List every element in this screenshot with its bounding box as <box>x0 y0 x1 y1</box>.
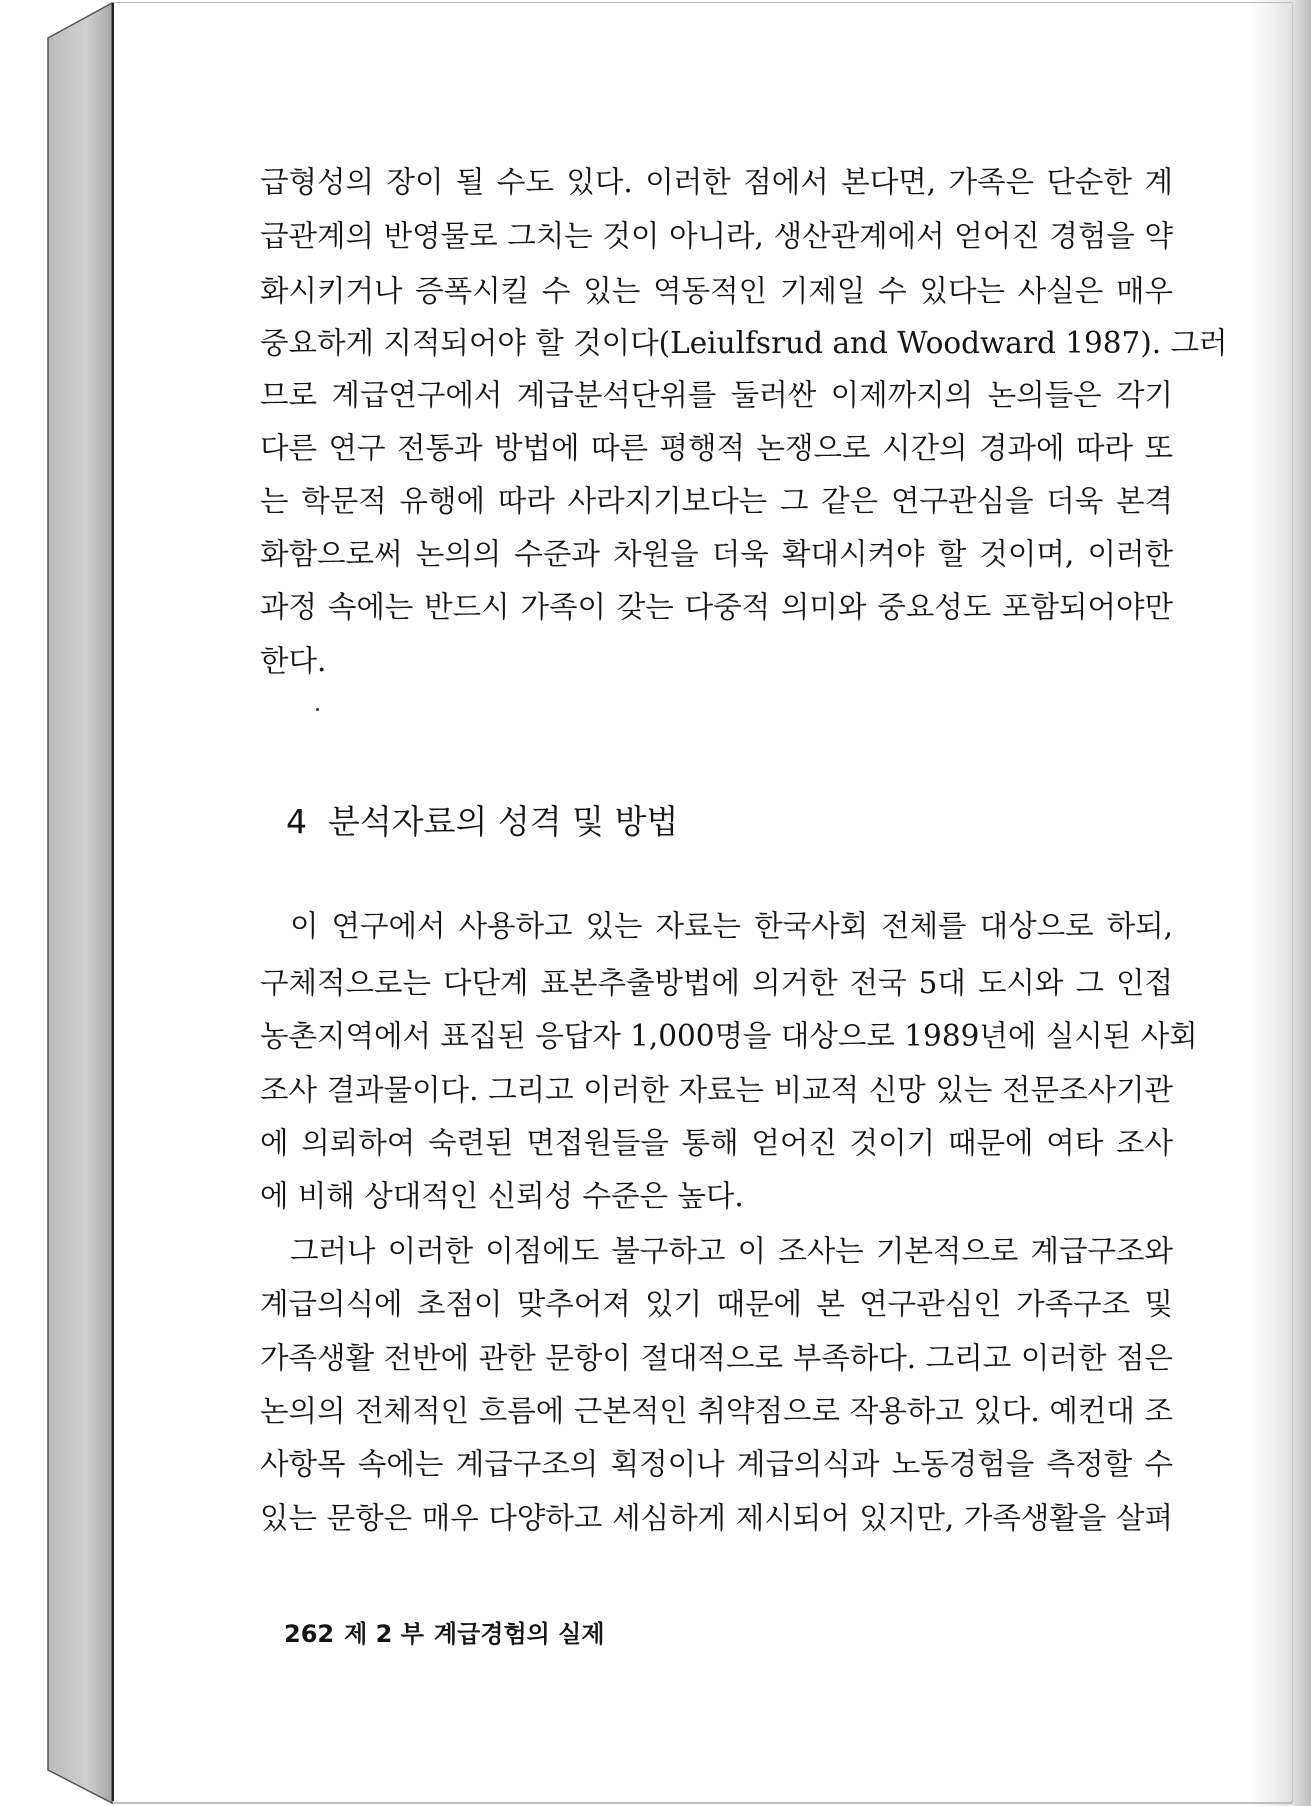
text-line: 있는 문항은 매우 다양하고 세심하게 제시되어 있지만, 가족생활을 살펴 <box>260 1501 1173 1535</box>
page-edge-shadow <box>1251 0 1311 1806</box>
page-number: 262 <box>284 1620 335 1648</box>
text-line: 급형성의 장이 될 수도 있다. 이러한 점에서 본다면, 가족은 단순한 계 <box>260 165 1173 199</box>
text-line: 화시키거나 증폭시킬 수 있는 역동적인 기제일 수 있다는 사실은 매우 <box>260 274 1173 308</box>
section-title: 분석자료의 성격 및 방법 <box>327 802 679 841</box>
text-line: 농촌지역에서 표집된 응답자 1,000명을 대상으로 1989년에 실시된 사회 <box>260 1019 1198 1053</box>
text-line: 가족생활 전반에 관한 문항이 절대적으로 부족하다. 그리고 이러한 점은 <box>260 1341 1173 1375</box>
text-line: 므로 계급연구에서 계급분석단위를 둘러싼 이제까지의 논의들은 각기 <box>260 378 1173 412</box>
text-line: 에 비해 상대적인 신뢰성 수준은 높다. <box>260 1179 744 1213</box>
text-line: 조사 결과물이다. 그리고 이러한 자료는 비교적 신망 있는 전문조사기관 <box>260 1073 1173 1107</box>
text-line: 에 의뢰하여 숙련된 면접원들을 통해 얻어진 것이기 때문에 여타 조사 <box>260 1126 1173 1160</box>
text-line: 계급의식에 초점이 맞추어져 있기 때문에 본 연구관심인 가족구조 및 <box>260 1287 1173 1321</box>
text-line: 한다. <box>260 644 327 678</box>
text-line: 논의의 전체적인 흐름에 근본적인 취약점으로 작용하고 있다. 예컨대 조 <box>260 1394 1173 1428</box>
page-footer <box>284 1614 615 1649</box>
section-number: 4 <box>286 802 307 841</box>
text-line: 급관계의 반영물로 그치는 것이 아니라, 생산관계에서 얻어진 경험을 약 <box>260 219 1173 253</box>
part-title: 계급경험의 실제 <box>433 1620 605 1648</box>
text-line: 그러나 이러한 이점에도 불구하고 이 조사는 기본적으로 계급구조와 <box>290 1234 1173 1268</box>
text-line: 구체적으로는 다단계 표본추출방법에 의거한 전국 5대 도시와 그 인접 <box>260 966 1173 1000</box>
text-line: 다른 연구 전통과 방법에 따른 평행적 논쟁으로 시간의 경과에 따라 또 <box>260 431 1173 465</box>
scan-speck <box>316 708 319 711</box>
text-line: 이 연구에서 사용하고 있는 자료는 한국사회 전체를 대상으로 하되, <box>290 909 1173 943</box>
text-line: 과정 속에는 반드시 가족이 갖는 다중적 의미와 중요성도 포함되어야만 <box>260 590 1173 624</box>
text-line: 중요하게 지적되어야 할 것이다(Leiulfsrud and Woodward 1987). 그러 <box>260 326 1228 360</box>
text-line: 는 학문적 유행에 따라 사라지기보다는 그 같은 연구관심을 더욱 본격 <box>260 484 1173 518</box>
part-label: 제 2 부 <box>344 1620 424 1648</box>
text-line: 사항목 속에는 계급구조의 획정이나 계급의식과 노동경험을 측정할 수 <box>260 1447 1173 1481</box>
text-line: 화함으로써 논의의 수준과 차원을 더욱 확대시켜야 할 것이며, 이러한 <box>260 537 1173 571</box>
section-heading <box>286 800 678 844</box>
